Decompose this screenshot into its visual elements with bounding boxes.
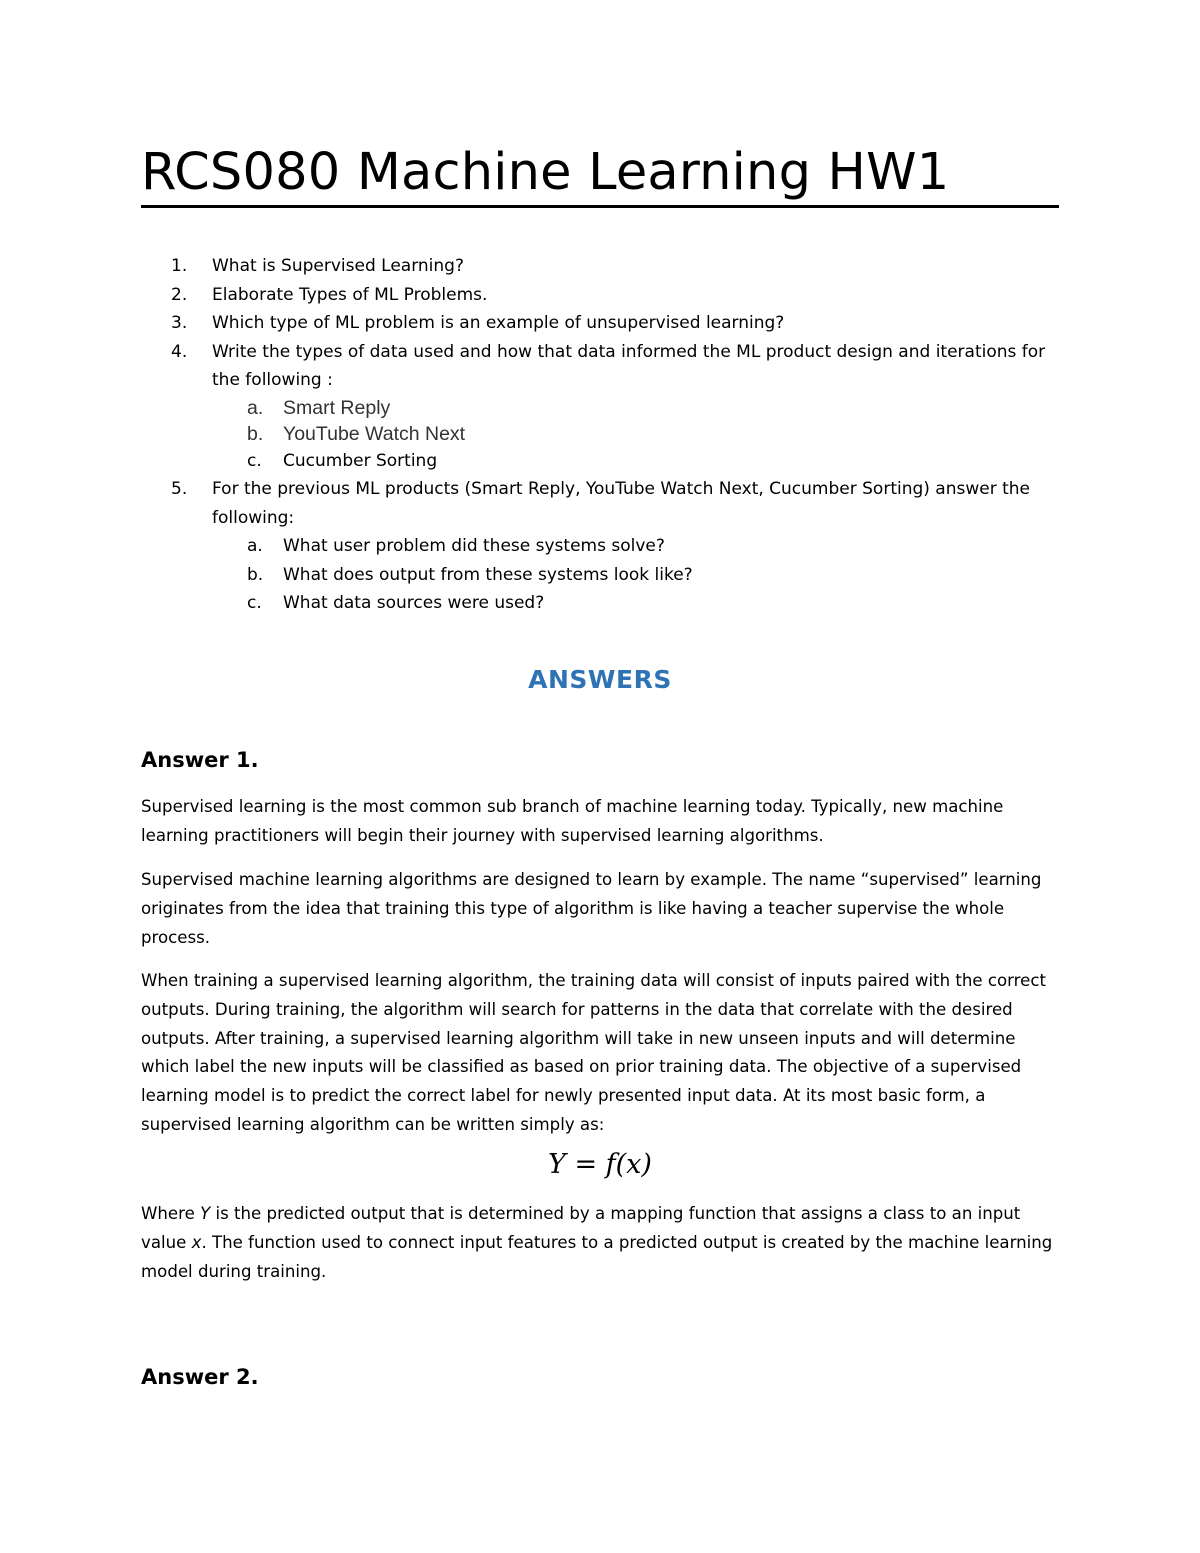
- question-number: 5.: [171, 479, 188, 499]
- sub-text: YouTube Watch Next: [283, 422, 466, 445]
- answer-1-paragraph-4: [141, 1200, 1059, 1286]
- sub-letter: b.: [247, 422, 264, 445]
- question-item: [141, 281, 1059, 310]
- answer-1-paragraph-2: Supervised machine learning algorithms are designed to learn by example. The name “supervised” learning originates from the idea that training this type of algorithm is like having a teacher supervise the whole process.: [141, 870, 1042, 947]
- sub-letter: b.: [247, 564, 264, 585]
- question-number: 4.: [171, 341, 188, 362]
- sub-text: What data sources were used?: [283, 593, 545, 613]
- question-item: [141, 252, 1059, 281]
- paragraph-text: . The function used to connect input features to a predicted output is created by the machine learning model during training.: [141, 1232, 1053, 1281]
- question-item: [141, 338, 1059, 395]
- title-underline: [141, 205, 1059, 208]
- sub-text: What does output from these systems look like?: [283, 564, 693, 585]
- questions-list: [141, 252, 1059, 618]
- sub-item: [141, 395, 1059, 421]
- sub-letter: c.: [247, 593, 262, 613]
- sub-text: Cucumber Sorting: [283, 450, 438, 471]
- sub-letter: a.: [247, 536, 263, 556]
- question-number: 3.: [171, 313, 188, 333]
- formula: Y = f(x): [548, 1149, 652, 1180]
- answers-heading: ANSWERS: [528, 665, 672, 694]
- sub-item: [141, 589, 1059, 618]
- sub-item: [141, 421, 1059, 447]
- sub-text: What user problem did these systems solve?: [283, 536, 665, 556]
- question-number: 1.: [171, 256, 188, 276]
- question-text: What is Supervised Learning?: [212, 256, 464, 276]
- question-text: For the previous ML products (Smart Reply, YouTube Watch Next, Cucumber Sorting) answer the following:: [212, 479, 1031, 528]
- answer-1-heading: Answer 1.: [141, 748, 259, 772]
- question-item: [141, 309, 1059, 338]
- sub-item: [141, 561, 1059, 590]
- question-text: Write the types of data used and how that data informed the ML product design and iterations for the following :: [212, 341, 1046, 390]
- sub-item: [141, 532, 1059, 561]
- sub-letter: c.: [247, 450, 262, 471]
- answer-1-paragraph-3: When training a supervised learning algorithm, the training data will consist of inputs paired with the correct outputs. During training, the algorithm will search for patterns in the data that correlate with the desired outputs. After training, a supervised learning algorithm will take in new unseen inputs and will determine which label the new inputs will be classified as based on prior training data. The objective of a supervised learning model is to predict the correct label for newly presented input data. At its most basic form, a supervised learning algorithm can be written simply as:: [141, 971, 1046, 1134]
- sub-text: Smart Reply: [283, 396, 391, 419]
- question-item: [141, 475, 1059, 532]
- sub-item: [141, 447, 1059, 476]
- question-text: Elaborate Types of ML Problems.: [212, 284, 488, 305]
- variable-y: Y: [200, 1204, 211, 1223]
- question-text: Which type of ML problem is an example of unsupervised learning?: [212, 313, 785, 333]
- document-title: RCS080 Machine Learning HW1: [141, 143, 950, 202]
- variable-x: x: [191, 1232, 202, 1252]
- paragraph-text: is the predicted output that is determined by a mapping function that assigns a class to an input value: [141, 1204, 1021, 1252]
- paragraph-text: Where: [141, 1204, 201, 1223]
- answer-2-heading: Answer 2.: [141, 1365, 259, 1389]
- question-number: 2.: [171, 284, 188, 305]
- answer-1-paragraph-1: Supervised learning is the most common sub branch of machine learning today. Typically, new machine learning practitioners will begin their journey with supervised learning algorithms.: [141, 797, 1004, 845]
- sub-letter: a.: [247, 396, 264, 419]
